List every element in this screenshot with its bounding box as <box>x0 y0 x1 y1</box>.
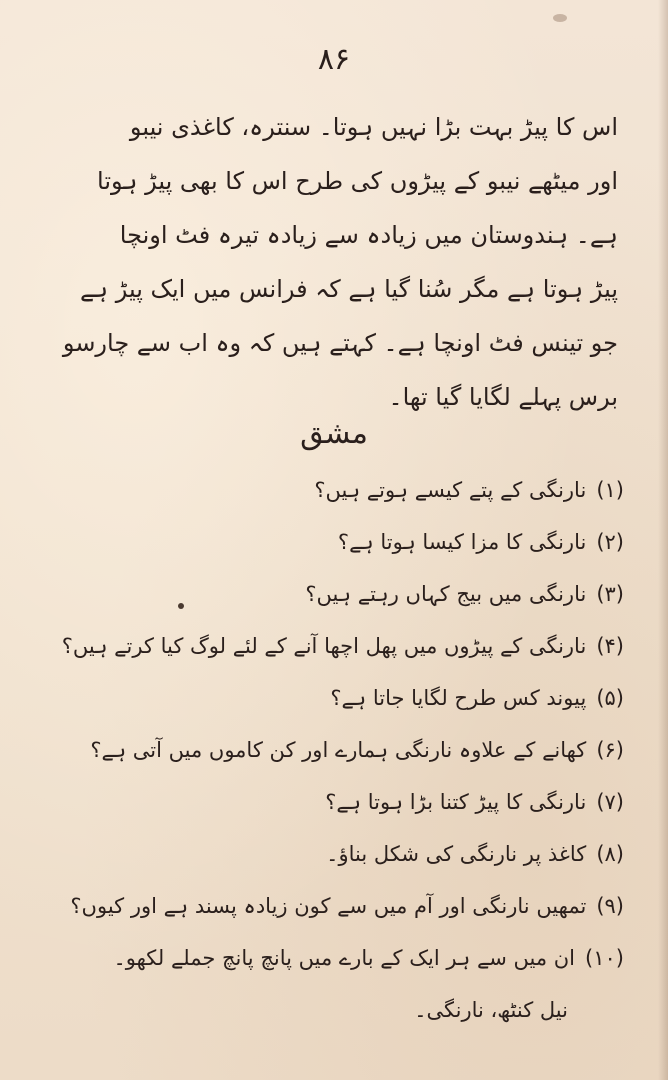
exercise-item <box>40 776 624 828</box>
exercise-number: (۷) <box>596 790 624 814</box>
exercise-question: نارنگی کے پیڑوں میں پھل اچھا آنے کے لئے لوگ کیا کرتے ہیں؟ <box>61 634 587 658</box>
paragraph-line: اس کا پیڑ بہت بڑا نہیں ہوتا۔ سنترہ، کاغذی نیبو <box>129 113 618 141</box>
exercise-question: کاغذ پر نارنگی کی شکل بناؤ۔ <box>326 842 587 866</box>
paragraph-line: پیڑ ہوتا ہے مگر سُنا گیا ہے کہ فرانس میں ایک پیڑ ہے <box>79 275 618 303</box>
body-paragraph <box>48 100 618 424</box>
exercise-item <box>40 932 624 984</box>
exercise-number: (۲) <box>596 530 624 554</box>
exercise-item <box>40 828 624 880</box>
exercise-item <box>40 880 624 932</box>
exercise-number: (۳) <box>596 582 624 606</box>
exercise-list <box>40 464 624 1036</box>
ink-speck <box>178 603 184 609</box>
exercise-question: نارنگی کا مزا کیسا ہوتا ہے؟ <box>337 530 587 554</box>
exercise-number: (۶) <box>596 738 624 762</box>
exercise-question: نارنگی کے پتے کیسے ہوتے ہیں؟ <box>314 478 587 502</box>
exercise-continuation: نیل کنٹھ، نارنگی۔ <box>414 998 568 1022</box>
exercise-question: کھانے کے علاوہ نارنگی ہمارے اور کن کاموں میں آتی ہے؟ <box>90 738 587 762</box>
exercise-number: (۱۰) <box>585 946 624 970</box>
paragraph-line: اور میٹھے نیبو کے پیڑوں کی طرح اس کا بھی پیڑ ہوتا <box>97 167 618 195</box>
exercise-question: نارنگی کا پیڑ کتنا بڑا ہوتا ہے؟ <box>325 790 587 814</box>
exercise-question: پیوند کس طرح لگایا جاتا ہے؟ <box>330 686 587 710</box>
exercise-number: (۴) <box>596 634 624 658</box>
exercise-question: نارنگی میں بیج کہاں رہتے ہیں؟ <box>305 582 587 606</box>
page-number: ۸۶ <box>317 42 351 77</box>
exercise-item <box>40 672 624 724</box>
exercise-item <box>40 516 624 568</box>
exercise-item <box>40 464 624 516</box>
exercise-number: (۱) <box>596 478 624 502</box>
paragraph-line: برس پہلے لگایا گیا تھا۔ <box>388 383 618 411</box>
exercise-item <box>40 724 624 776</box>
exercise-heading: مشق <box>300 416 368 451</box>
exercise-item <box>40 620 624 672</box>
exercise-item <box>40 568 624 620</box>
page-edge-shadow <box>658 0 668 1080</box>
paragraph-line: جو تینس فٹ اونچا ہے۔ کہتے ہیں کہ وہ اب سے چارسو <box>62 329 618 357</box>
paragraph-line: ہے۔ ہندوستان میں زیادہ سے زیادہ تیرہ فٹ اونچا <box>119 221 618 249</box>
exercise-number: (۹) <box>596 894 624 918</box>
exercise-number: (۸) <box>596 842 624 866</box>
exercise-question: ان میں سے ہر ایک کے بارے میں پانچ پانچ جملے لکھو۔ <box>113 946 576 970</box>
exercise-question: تمھیں نارنگی اور آم میں سے کون زیادہ پسند ہے اور کیوں؟ <box>70 894 587 918</box>
ink-speck <box>553 14 567 22</box>
exercise-number: (۵) <box>596 686 624 710</box>
